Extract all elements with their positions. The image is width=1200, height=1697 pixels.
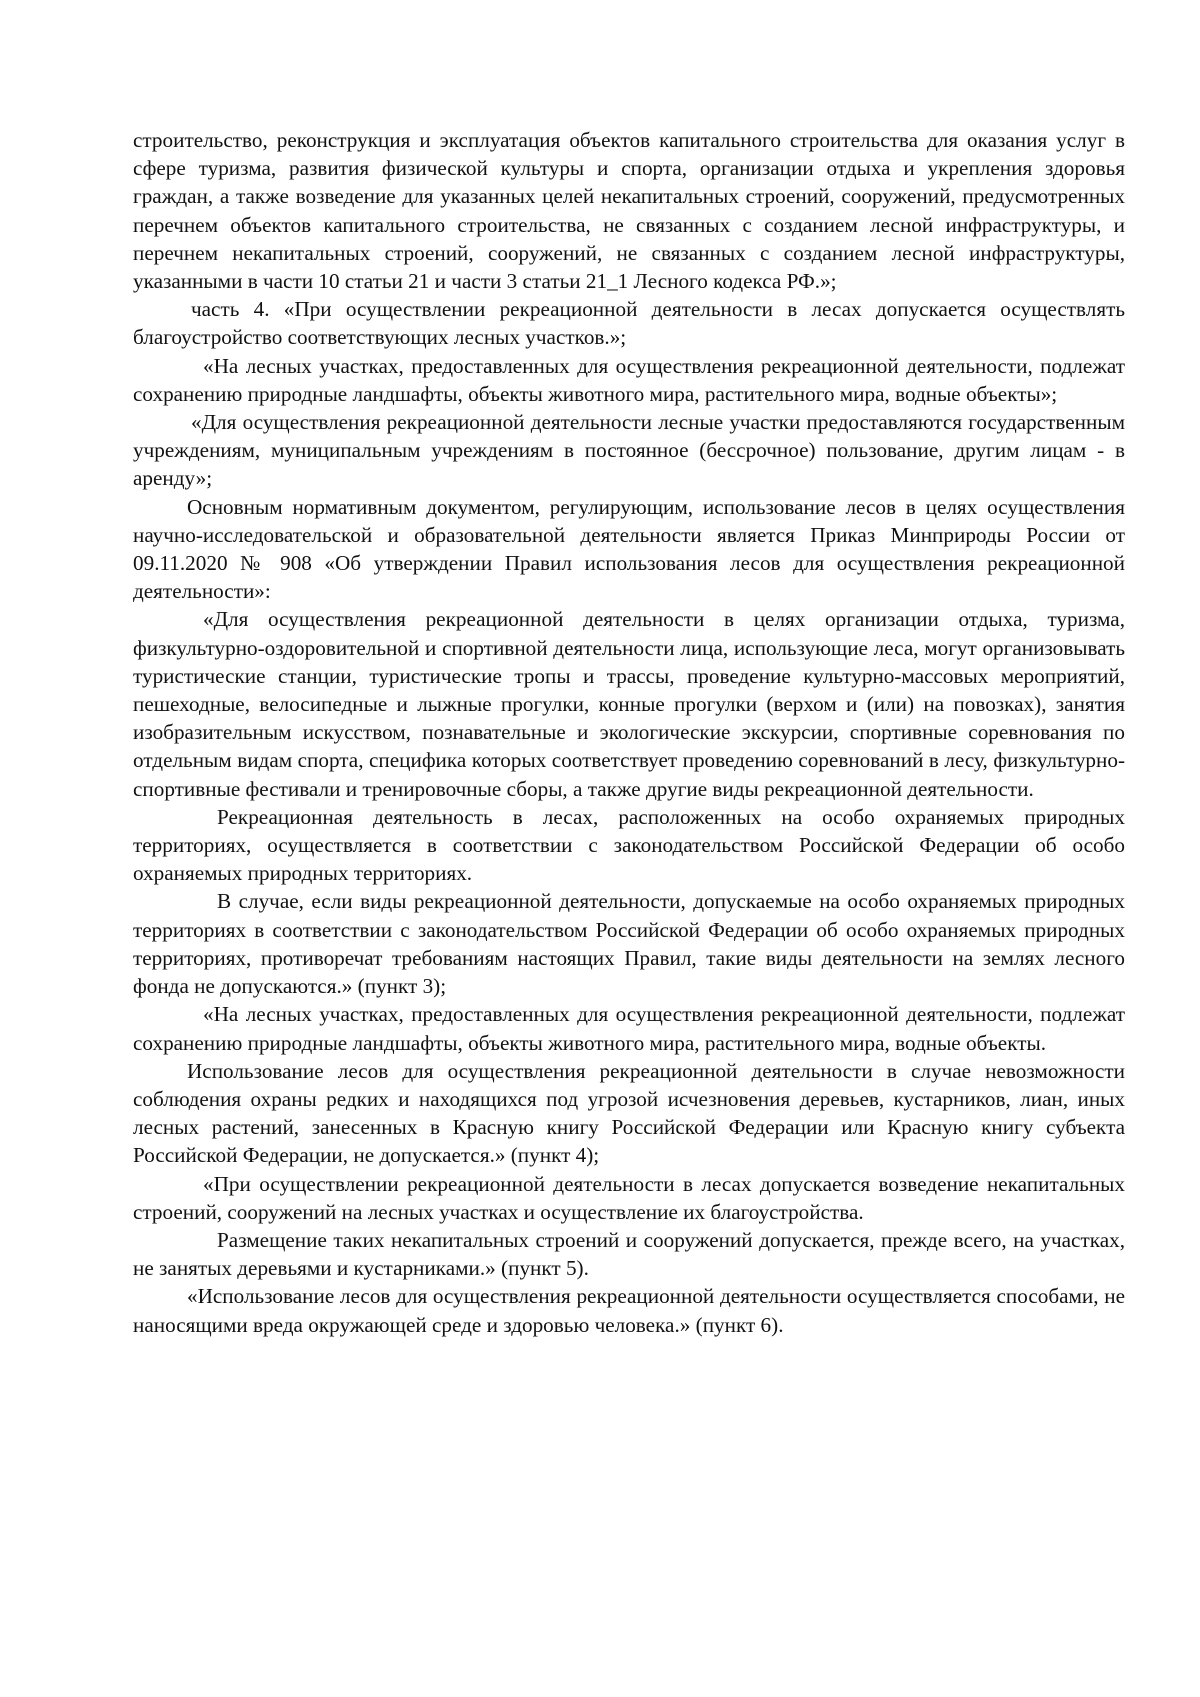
paragraph-9: «На лесных участках, предоставленных для осуществления рекреационной деятельности, подлежат сохранению природные ландшафты, объекты животного мира, растительного мира, водные объекты.: [133, 1002, 1125, 1055]
paragraph-3: «На лесных участках, предоставленных для осуществления рекреационной деятельности, подлежат сохранению природные ландшафты, объекты животного мира, растительного мира, водные объекты»;: [133, 353, 1125, 406]
paragraph-11: «При осуществлении рекреационной деятельности в лесах допускается возведение некапитальных строений, сооружений на лесных участках и осуществление их благоустройства.: [133, 1171, 1125, 1224]
paragraph-7: Рекреационная деятельность в лесах, расположенных на особо охраняемых природных территориях, осуществляется в соответствии с законодательством Российской Федерации об особо охраняемых природных территориях.: [133, 804, 1125, 886]
paragraph-4: «Для осуществления рекреационной деятельности лесные участки предоставляются государственным учреждениям, муниципальным учреждениям в постоянное (бессрочное) пользование, другим лицам - в аренду»;: [133, 410, 1125, 491]
paragraph-13: «Использование лесов для осуществления рекреационной деятельности осуществляется способами, не наносящими вреда окружающей среде и здоровью человека.» (пункт 6).: [133, 1284, 1125, 1337]
paragraph-12: Размещение таких некапитальных строений и сооружений допускается, прежде всего, на участках, не занятых деревьями и кустарниками.» (пункт 5).: [133, 1227, 1125, 1281]
paragraph-8: В случае, если виды рекреационной деятельности, допускаемые на особо охраняемых природных территориях в соответствии с законодательством Российской Федерации об особо охраняемых природных территориях, противоречат требованиям настоящих Правил, такие виды деятельности на землях лесного фонда не допускаются.» (пункт 3);: [133, 889, 1125, 999]
paragraph-2: часть 4. «При осуществлении рекреационной деятельности в лесах допускается осуществлять благоустройство соответствующих лесных участков.»;: [133, 297, 1125, 350]
paragraph-6: «Для осуществления рекреационной деятельности в целях организации отдыха, туризма, физкультурно-оздоровительной и спортивной деятельности лица, использующие леса, могут организовывать туристические станции, туристические тропы и трассы, проведение культурно-массовых мероприятий, пешеходные, велосипедные и лыжные прогулки, конные прогулки (верхом и (или) на повозках), занятия изобразительным искусством, познавательные и экологические экскурсии, спортивные соревнования по отдельным видам спорта, специфика которых соответствует проведению соревнований в лесу, физкультурно-спортивные фестивали и тренировочные сборы, а также другие виды рекреационной деятельности.: [133, 607, 1125, 801]
paragraph-5: Основным нормативным документом, регулирующим, использование лесов в целях осуществления научно-исследовательской и образовательной деятельности является Приказ Минприроды России от 09.11.2020 № 908 «Об утверждении Правил использования лесов для осуществления рекреационной деятельности»:: [133, 494, 1125, 604]
paragraph-10: Использование лесов для осуществления рекреационной деятельности в случае невозможности соблюдения охраны редких и находящихся под угрозой исчезновения деревьев, кустарников, лиан, иных лесных растений, занесенных в Красную книгу Российской Федерации или Красную книгу субъекта Российской Федерации, не допускается.» (пункт 4);: [133, 1058, 1125, 1168]
document-body: [133, 126, 1125, 1339]
paragraph-1: строительство, реконструкция и эксплуатация объектов капитального строительства для оказания услуг в сфере туризма, развития физической культуры и спорта, организации отдыха и укрепления здоровья граждан, а также возведение для указанных целей некапитальных строений, сооружений, предусмотренных перечнем объектов капитального строительства, не связанных с созданием лесной инфраструктуры, и перечнем некапитальных строений, сооружений, не связанных с созданием лесной инфраструктуры, указанными в части 10 статьи 21 и части 3 статьи 21_1 Лесного кодекса РФ.»;: [133, 128, 1125, 294]
